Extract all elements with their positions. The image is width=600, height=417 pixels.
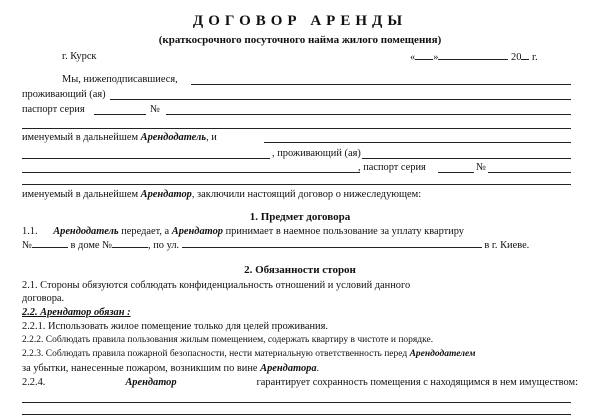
property-list-field-2[interactable] [22, 414, 571, 415]
date-close-quote: » [433, 52, 439, 63]
clause-1-1 [22, 225, 464, 238]
clause-1-1-landlord: Арендодатель [53, 226, 119, 237]
street-field[interactable] [182, 238, 482, 248]
clause-2-2-3-text-a: 2.2.3. Соблюдать правила пожарной безопасности, нести материальную ответственность перед [22, 349, 408, 359]
tenant-term: Арендатор [140, 189, 192, 200]
year-suffix: г. [532, 52, 538, 63]
tenant-address-field[interactable] [362, 158, 571, 159]
clause-1-1-num: 1.1. [22, 226, 38, 237]
residing-label: проживающий (ая) [22, 89, 106, 100]
clause-1-1-tenant: Арендатор [171, 226, 223, 237]
tenant-passport-series-field[interactable] [438, 172, 474, 173]
landlord-suffix: , и [206, 132, 217, 143]
apartment-no-sign: № [22, 240, 32, 251]
clause-2-2-1: 2.2.1. Использовать жилое помещение только для целей проживания. [22, 321, 328, 332]
month-field[interactable] [438, 50, 508, 60]
landlord-term: Арендодатель [140, 132, 207, 143]
clause-2-1-line2: договора. [22, 293, 65, 304]
date-line [410, 50, 538, 64]
clause-2-2-3-landlord: Арендодателем [409, 349, 476, 359]
year-prefix: 20 [511, 52, 522, 63]
passport-series-field[interactable] [94, 114, 146, 115]
clause-2-2-4-num: 2.2.4. [22, 377, 46, 388]
section2-heading: 2. Обязанности сторон [244, 264, 356, 276]
landlord-designation [22, 131, 217, 144]
we-undersigned: Мы, нижеподписавшиеся, [62, 74, 178, 85]
clause-2-2-4-text: гарантирует сохранность помещения с находящимся в нем имуществом: [256, 377, 578, 388]
clause-2-2-3-end: . [316, 363, 320, 374]
residing-label-2: , проживающий (ая) [272, 148, 361, 159]
clause-2-2-3-text-b: за убытки, нанесенные пожаром, возникшим по вине [22, 363, 258, 374]
tenant-suffix: , заключили настоящий договор о нижеследующем: [191, 189, 422, 200]
passport-number-field[interactable] [166, 114, 571, 115]
clause-2-2-4 [22, 376, 578, 389]
passport-series-label-2: , паспорт серия [358, 162, 426, 173]
street-label: , по ул. [148, 240, 180, 251]
tenant-extra-field[interactable] [22, 184, 571, 185]
clause-2-1-line1: 2.1. Стороны обязуются соблюдать конфиденциальность отношений и условий данного [22, 280, 411, 291]
clause-2-2-3-line2 [22, 362, 319, 375]
tenant-named-prefix: именуемый в дальнейшем [22, 189, 139, 200]
property-list-field[interactable] [22, 402, 571, 403]
landlord-address-field[interactable] [110, 99, 571, 100]
clause-2-2-label: 2.2. Арендатор обязан : [22, 307, 131, 318]
document-subtitle: (краткосрочного посуточного найма жилого помещения) [158, 34, 442, 46]
city-end-label: в г. Киеве. [484, 240, 530, 251]
passport-series-label: паспорт серия [22, 104, 85, 115]
tenant-designation [22, 188, 421, 201]
clause-1-1-text-b: принимает в наемное пользование за уплату квартиру [225, 226, 464, 237]
house-number-field[interactable] [112, 238, 148, 248]
tenant-passport-number-field[interactable] [488, 172, 571, 173]
tenant-name-field[interactable] [264, 142, 571, 143]
year-field[interactable] [521, 50, 529, 60]
document-title: ДОГОВОР АРЕНДЫ [192, 13, 408, 29]
clause-1-1-address [22, 238, 529, 252]
clause-2-2-3-line1 [22, 348, 476, 361]
clause-2-2-4-tenant: Арендатор [125, 377, 177, 388]
extra-info-field[interactable] [22, 128, 571, 129]
clause-2-2-3-tenant: Арендатора [260, 363, 317, 374]
tenant-address-cont-field[interactable] [22, 172, 360, 173]
city-label: г. Курск [62, 51, 97, 62]
clause-1-1-text-a: передает, а [121, 226, 170, 237]
landlord-named-prefix: именуемый в дальнейшем [22, 132, 139, 143]
passport-number-sign: № [150, 104, 160, 115]
apartment-number-field[interactable] [32, 238, 68, 248]
date-open-quote: « [410, 52, 416, 63]
passport-number-sign-2: № [476, 162, 486, 173]
landlord-name-field[interactable] [191, 84, 571, 85]
tenant-name-cont-field[interactable] [22, 158, 270, 159]
clause-2-2-2: 2.2.2. Соблюдать правила пользования жилым помещением, содержать квартиру в чистоте и порядке. [22, 335, 434, 345]
day-field[interactable] [415, 50, 433, 60]
section1-heading: 1. Предмет договора [249, 211, 351, 223]
house-no-label: в доме № [70, 240, 113, 251]
